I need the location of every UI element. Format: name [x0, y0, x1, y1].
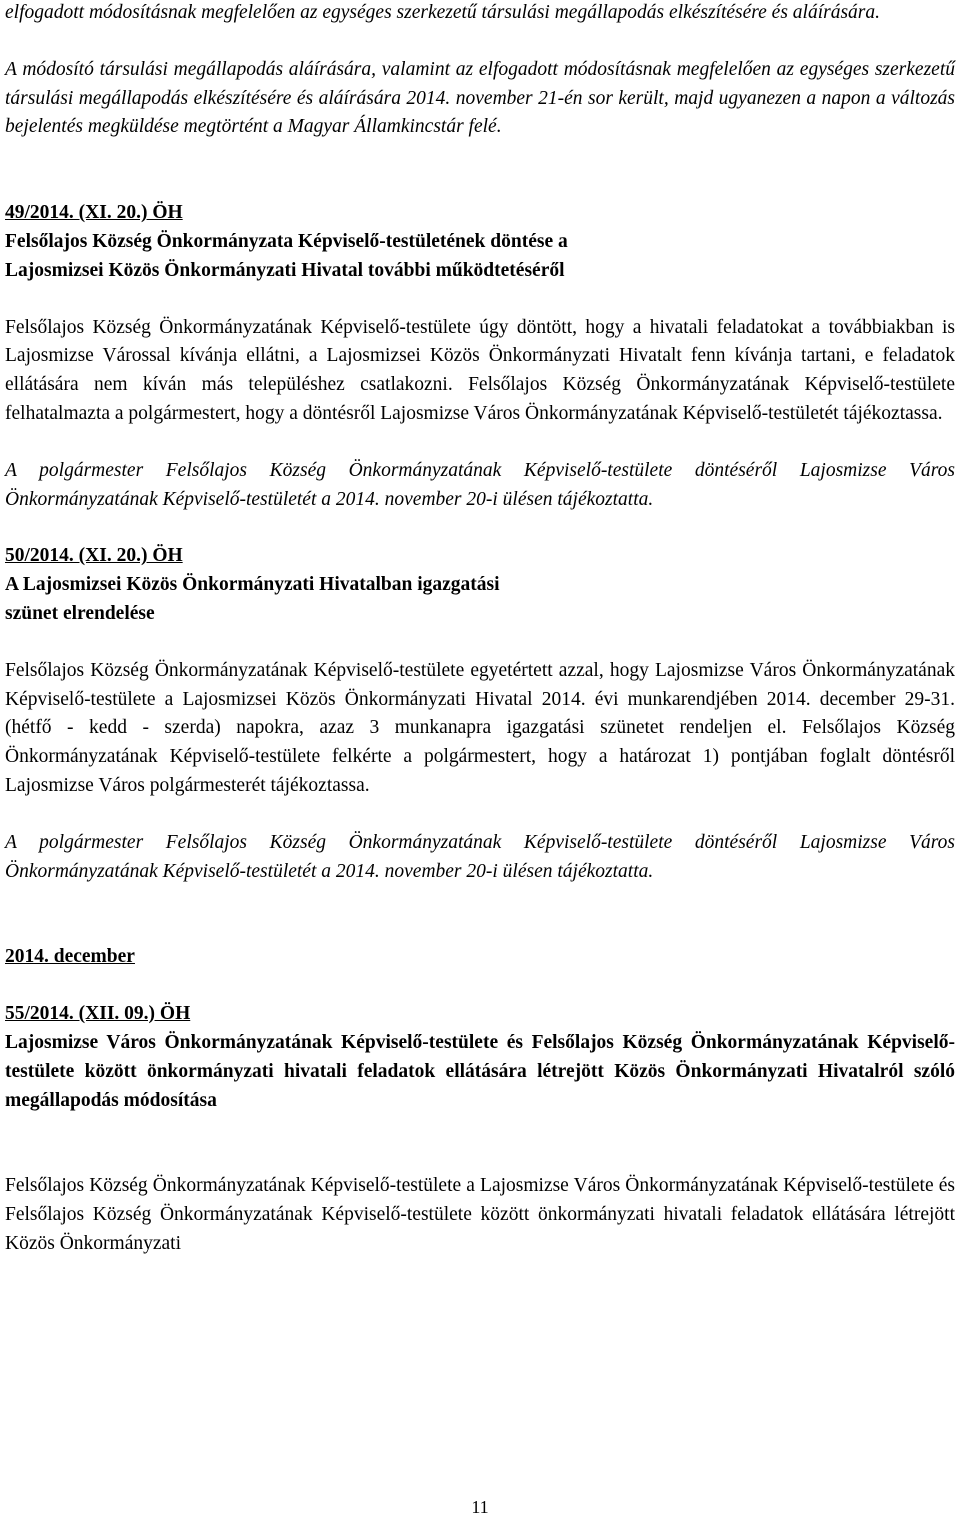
document-page: [5, 0, 955, 1259]
resolution-49-body: Felsőlajos Község Önkormányzatának Képviselő-testülete úgy döntött, hogy a hivatali feladatokat a továbbiakban is Lajosmizse Várossal kívánja ellátni, a Lajosmizsei Közös Önkormányzati Hivatalt fenn kívánja tartani, e feladatok ellátására nem kíván más településhez csatlakozni. Felsőlajos Község Önkormányzatának Képviselő-testülete felhatalmazta a polgármestert, hogy a döntésről Lajosmizse Város Önkormányzatának Képviselő-testületét tájékoztassa.: [5, 316, 955, 424]
page-number: 11: [471, 1497, 489, 1517]
resolution-49-number: 49/2014. (XI. 20.) ÖH: [5, 202, 183, 224]
resolution-50-number: 50/2014. (XI. 20.) ÖH: [5, 545, 183, 567]
resolution-49-note: A polgármester Felsőlajos Község Önkormányzatának Képviselő-testülete döntéséről Lajosmizse Város Önkormányzatának Képviselő-testületét a 2014. november 20-i ülésen tájékoztatta.: [5, 459, 955, 510]
resolution-50-body: Felsőlajos Község Önkormányzatának Képviselő-testülete egyetértett azzal, hogy Lajosmizse Város Önkormányzatának Képviselő-testülete a Lajosmizsei Közös Önkormányzati Hivatal 2014. évi munkarendjében 2014. december 29-31. (hétfő - kedd - szerda) napokra, azaz 3 munkanapra igazgatási szünetet rendeljen el. Felsőlajos Község Önkormányzatának Képviselő-testülete felkérte a polgármestert, hogy a határozat 1) pontjában foglalt döntésről Lajosmizse Város polgármesterét tájékoztassa.: [5, 659, 955, 796]
resolution-49-title: Felsőlajos Község Önkormányzata Képviselő-testületének döntése a Lajosmizsei Közös Önkormányzati Hivatal további működtetéséről: [5, 230, 568, 281]
resolution-50-title: A Lajosmizsei Közös Önkormányzati Hivatalban igazgatási szünet elrendelése: [5, 574, 500, 624]
month-heading: 2014. december: [5, 946, 135, 968]
resolution-50-note: A polgármester Felsőlajos Község Önkormányzatának Képviselő-testülete döntéséről Lajosmizse Város Önkormányzatának Képviselő-testületét a 2014. november 20-i ülésen tájékoztatta.: [5, 831, 955, 882]
resolution-55-number: 55/2014. (XII. 09.) ÖH: [5, 1003, 191, 1025]
resolution-55-body: Felsőlajos Község Önkormányzatának Képviselő-testülete a Lajosmizse Város Önkormányzatának Képviselő-testülete és Felsőlajos Község Önkormányzatának Képviselő-testülete között önkormányzati hivatali feladatok ellátására létrejött Közös Önkormányzati: [5, 1175, 955, 1254]
paragraph-signing-prep: elfogadott módosításnak megfelelően az egységes szerkezetű társulási megállapodás elkészítésére és aláírására.: [5, 2, 881, 23]
paragraph-signing-done: A módosító társulási megállapodás aláírására, valamint az elfogadott módosításnak megfelelően az egységes szerkezetű társulási megállapodás elkészítésére és aláírására 2014. november 21-én sor került, majd ugyanezen a napon a változás bejelentés megküldése megtörtént a Magyar Államkincstár felé.: [5, 58, 955, 138]
resolution-55-title: Lajosmizse Város Önkormányzatának Képviselő-testülete és Felsőlajos Község Önkormányzatának Képviselő-testülete között önkormányzati hivatali feladatok ellátására létrejött Közös Önkormányzati Hivatalról szóló megállapodás módosítása: [5, 1031, 955, 1111]
